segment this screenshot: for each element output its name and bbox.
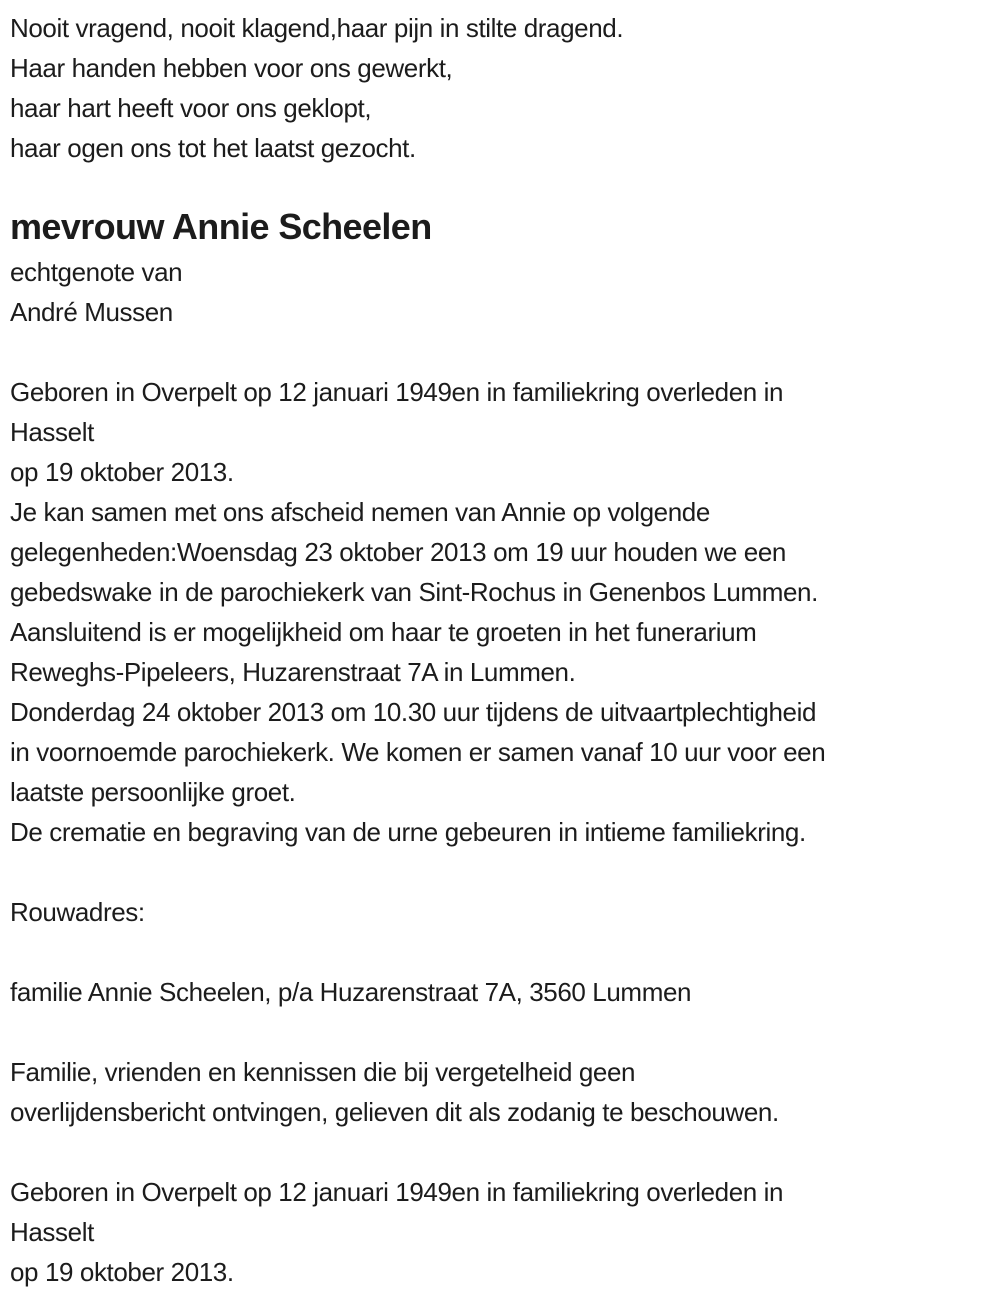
text-line: Familie, vrienden en kennissen die bij vergetelheid geen (10, 1057, 636, 1087)
text-line: gebedswake in de parochiekerk van Sint-Rochus in Genenbos Lummen. (10, 577, 818, 607)
text-line: Donderdag 24 oktober 2013 om 10.30 uur tijdens de uitvaartplechtigheid (10, 697, 817, 727)
text-line: Hasselt (10, 1217, 94, 1247)
text-line: Rouwadres: (10, 897, 145, 927)
text-line: Je kan samen met ons afscheid nemen van Annie op volgende (10, 497, 710, 527)
text-line: overlijdensbericht ontvingen, gelieven dit als zodanig te beschouwen. (10, 1097, 779, 1127)
text-line: Geboren in Overpelt op 12 januari 1949en in familiekring overleden in (10, 377, 784, 407)
text-line: op 19 oktober 2013. (10, 1257, 234, 1287)
text-line: Aansluitend is er mogelijkheid om haar te groeten in het funerarium (10, 617, 757, 647)
text-line: echtgenote van (10, 257, 183, 287)
text-line: Nooit vragend, nooit klagend,haar pijn in stilte dragend. (10, 13, 624, 43)
blank-line (10, 1132, 994, 1172)
text-line: Hasselt (10, 417, 94, 447)
text-line: Haar handen hebben voor ons gewerkt, (10, 53, 453, 83)
text-line: laatste persoonlijke groet. (10, 777, 296, 807)
text-line: haar hart heeft voor ons geklopt, (10, 93, 372, 123)
text-line: in voornoemde parochiekerk. We komen er samen vanaf 10 uur voor een (10, 737, 826, 767)
text-line: De crematie en begraving van de urne gebeuren in intieme familiekring. (10, 817, 806, 847)
blank-line (10, 168, 994, 202)
text-line: Geboren in Overpelt op 12 januari 1949en in familiekring overleden in (10, 1177, 784, 1207)
text-line: gelegenheden:Woensdag 23 oktober 2013 om 19 uur houden we een (10, 537, 786, 567)
blank-line (10, 852, 994, 892)
blank-line (10, 1012, 994, 1052)
text-line: Reweghs-Pipeleers, Huzarenstraat 7A in Lummen. (10, 657, 576, 687)
blank-line (10, 932, 994, 972)
page-title: mevrouw Annie Scheelen (10, 206, 432, 247)
text-line: op 19 oktober 2013. (10, 457, 234, 487)
text-line: André Mussen (10, 297, 173, 327)
text-line: haar ogen ons tot het laatst gezocht. (10, 133, 416, 163)
blank-line (10, 332, 994, 372)
text-line: familie Annie Scheelen, p/a Huzarenstraat 7A, 3560 Lummen (10, 977, 692, 1007)
